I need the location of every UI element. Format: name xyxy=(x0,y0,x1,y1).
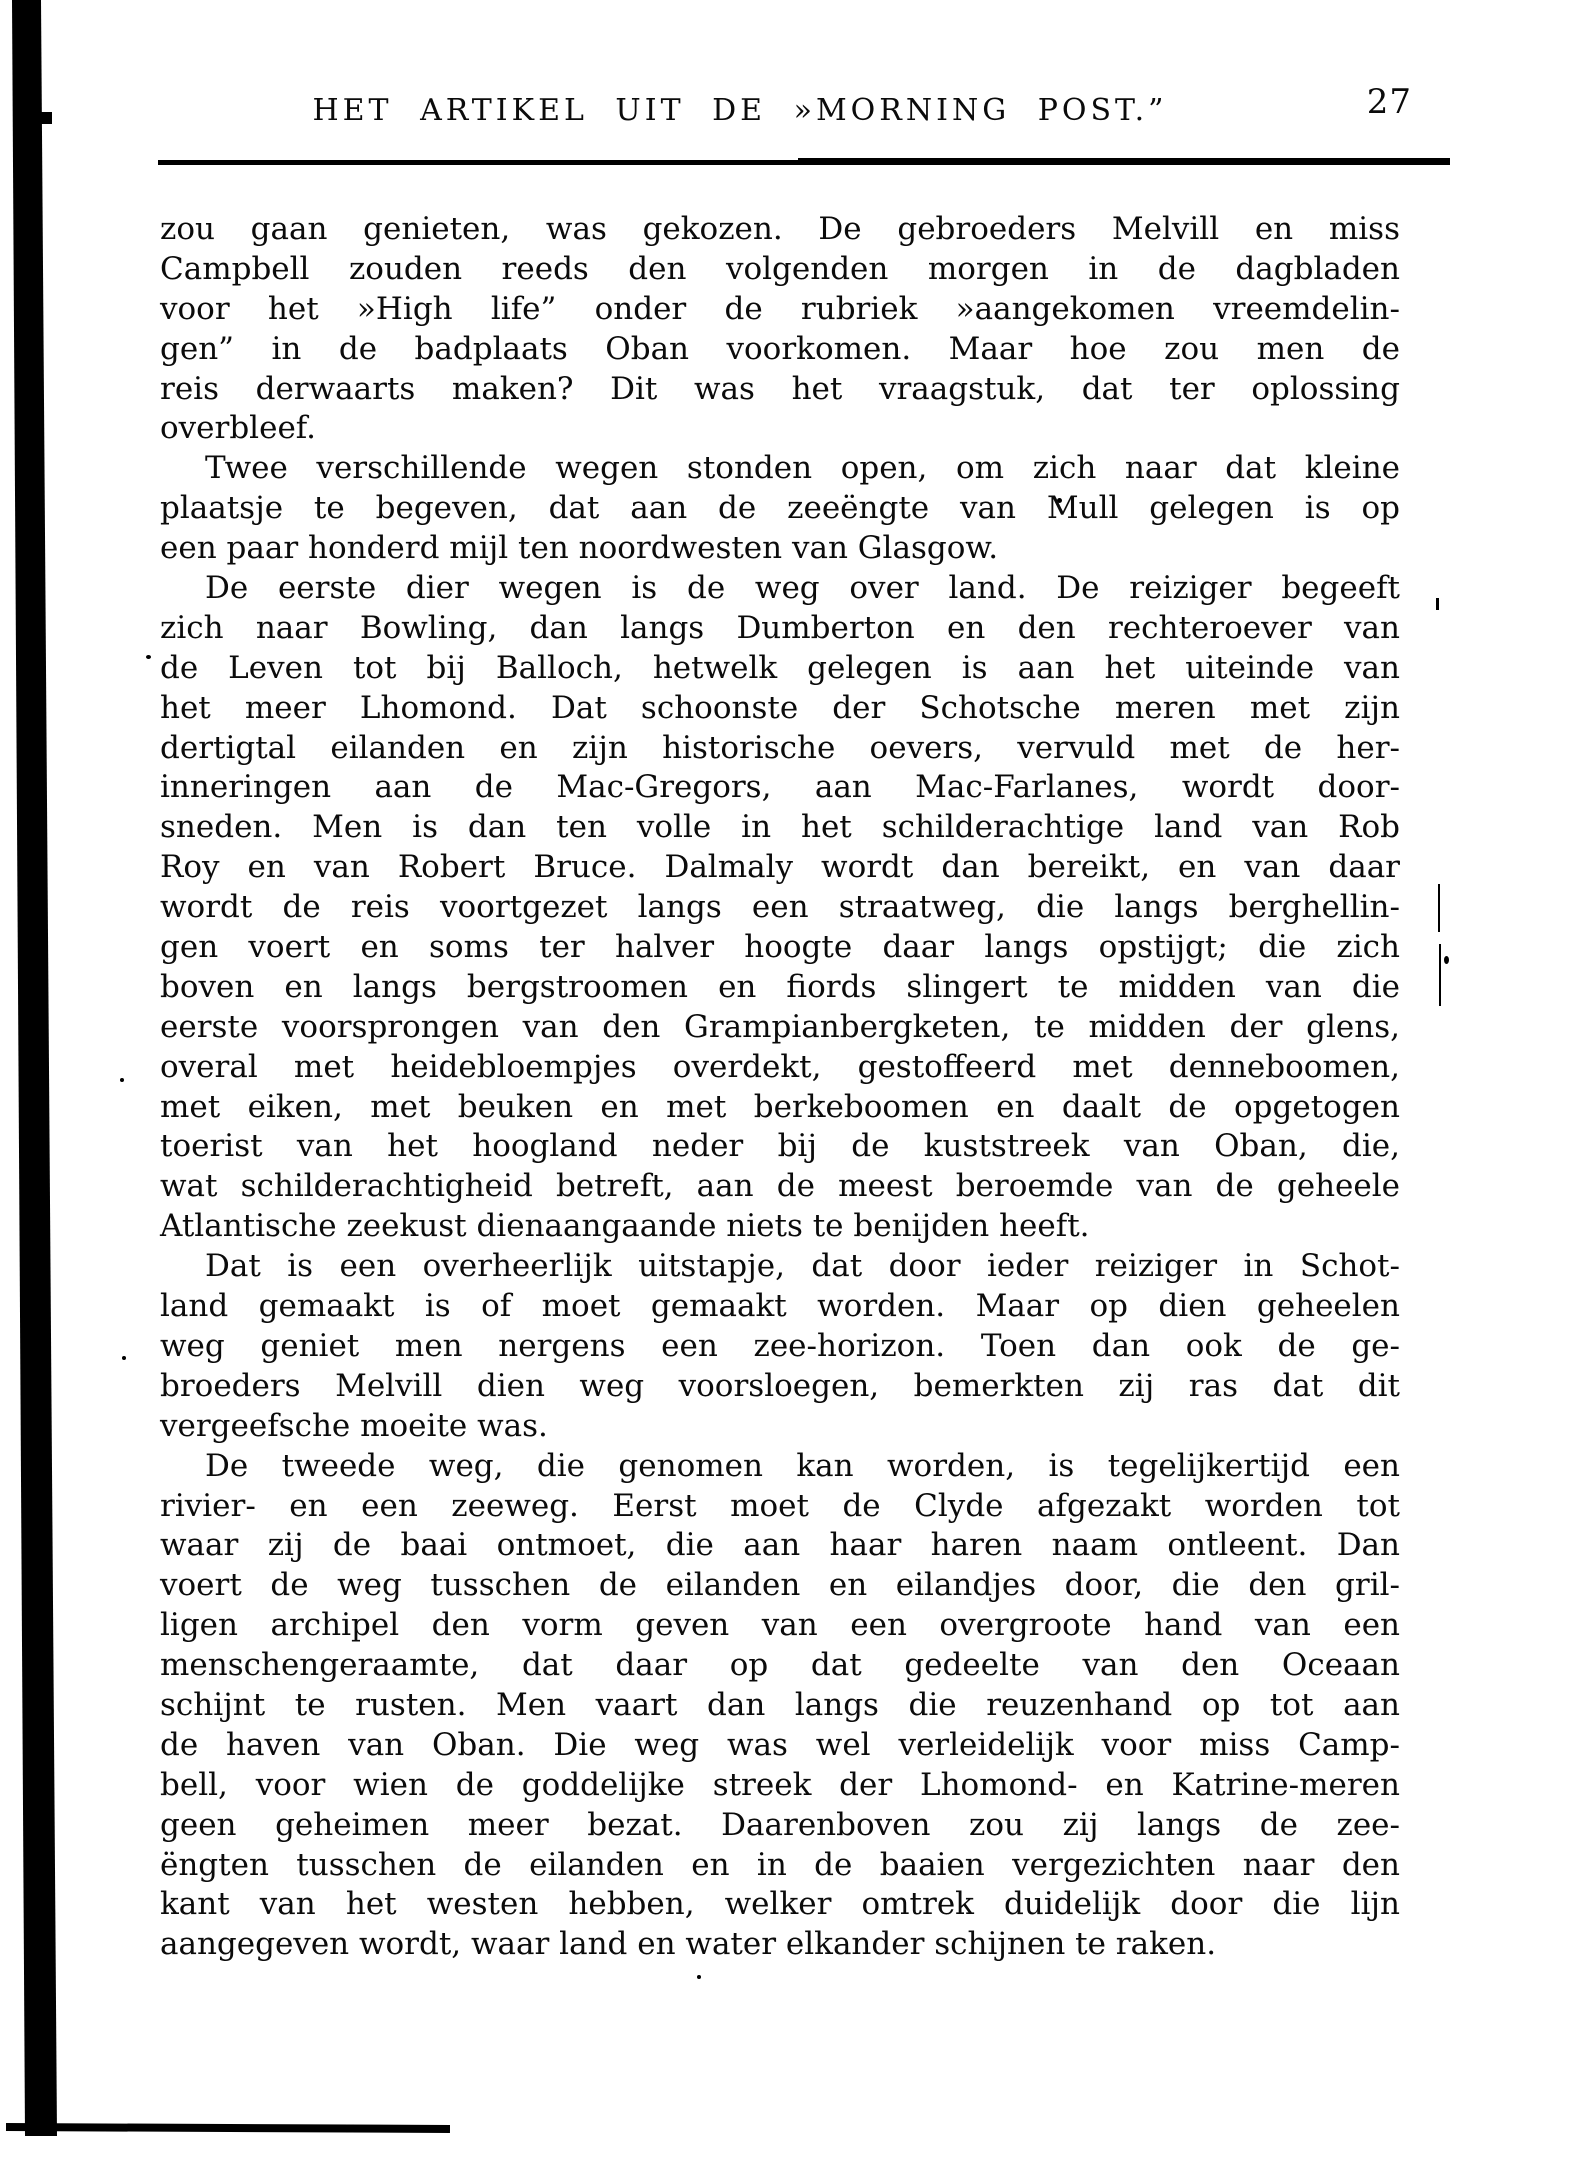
text-line: schijnt te rusten. Men vaart dan langs die reuzenhand op tot aan xyxy=(160,1686,1400,1723)
text-line: toerist van het hoogland neder bij de kuststreek van Oban, die, xyxy=(160,1128,1400,1165)
text-line: voert de weg tusschen de eilanden en eilandjes door, die den gril- xyxy=(160,1567,1400,1604)
page-number: 27 xyxy=(1366,82,1412,122)
scan-margin-line xyxy=(1439,944,1441,1006)
text-line: de haven van Oban. Die weg was wel verleidelijk voor miss Camp- xyxy=(160,1726,1400,1763)
text-line: ligen archipel den vorm geven van een overgroote hand van een xyxy=(160,1607,1400,1644)
scan-speck xyxy=(120,1078,124,1082)
text-line: boven en langs bergstroomen en fiords slingert te midden van die xyxy=(160,968,1400,1005)
text-line: aangegeven wordt, waar land en water elkander schijnen te raken. xyxy=(160,1926,1217,1963)
scan-speck xyxy=(697,1975,701,1979)
text-line: sneden. Men is dan ten volle in het schilderachtige land van Rob xyxy=(160,809,1400,846)
text-line: de Leven tot bij Balloch, hetwelk gelegen is aan het uiteinde van xyxy=(160,649,1400,686)
scan-margin-line xyxy=(1438,884,1440,932)
body-text xyxy=(160,210,1400,1965)
text-line: De tweede weg, die genomen kan worden, is tegelijkertijd een xyxy=(205,1447,1400,1484)
text-line: gen” in de badplaats Oban voorkomen. Maar hoe zou men de xyxy=(160,330,1400,367)
text-line: Roy en van Robert Bruce. Dalmaly wordt dan bereikt, en van daar xyxy=(160,849,1400,886)
text-line: met eiken, met beuken en met berkeboomen en daalt de opgetogen xyxy=(160,1088,1400,1125)
text-line: eerste voorsprongen van den Grampianbergketen, te midden der glens, xyxy=(160,1008,1400,1045)
text-line: overbleef. xyxy=(160,410,317,447)
scan-speck xyxy=(35,138,41,144)
text-line: menschengeraamte, dat daar op dat gedeelte van den Oceaan xyxy=(160,1647,1400,1684)
text-line: De eerste dier wegen is de weg over land. De reiziger begeeft xyxy=(205,570,1400,607)
text-line: ëngten tusschen de eilanden en in de baaien vergezichten naar den xyxy=(160,1846,1400,1883)
text-line: wordt de reis voortgezet langs een straatweg, die langs berghellin- xyxy=(160,889,1400,926)
text-line: bell, voor wien de goddelijke streek der Lhomond- en Katrine-meren xyxy=(160,1766,1400,1803)
scan-speck xyxy=(38,112,52,124)
text-line: broeders Melvill dien weg voorsloegen, bemerkten zij ras dat dit xyxy=(160,1367,1400,1404)
scan-speck xyxy=(146,655,151,659)
text-line: wat schilderachtigheid betreft, aan de meest beroemde van de geheele xyxy=(160,1168,1400,1205)
text-line: vergeefsche moeite was. xyxy=(160,1407,548,1444)
text-line: Campbell zouden reeds den volgenden morgen in de dagbladen xyxy=(160,250,1400,287)
text-line: overal met heidebloempjes overdekt, gestoffeerd met denneboomen, xyxy=(160,1048,1400,1085)
scan-speck xyxy=(1444,956,1449,964)
text-line: dertigtal eilanden en zijn historische oevers, vervuld met de her- xyxy=(160,729,1400,766)
text-line: Dat is een overheerlijk uitstapje, dat door ieder reiziger in Schot- xyxy=(205,1248,1400,1285)
text-line: reis derwaarts maken? Dit was het vraagstuk, dat ter oplossing xyxy=(160,370,1400,407)
running-header-title: HET ARTIKEL UIT DE »MORNING POST.” xyxy=(312,93,1168,128)
scan-gutter-shadow-foot xyxy=(6,2123,450,2133)
text-line: plaatsje te begeven, dat aan de zeeëngte van Mull gelegen is op xyxy=(160,490,1400,527)
text-line: zou gaan genieten, was gekozen. De gebroeders Melvill en miss xyxy=(160,211,1400,247)
text-line: gen voert en soms ter halver hoogte daar langs opstijgt; die zich xyxy=(160,929,1400,966)
scan-speck xyxy=(1436,598,1439,610)
text-line: weg geniet men nergens een zee-horizon. Toen dan ook de ge- xyxy=(160,1327,1400,1364)
text-line: rivier- en een zeeweg. Eerst moet de Clyde afgezakt worden tot xyxy=(160,1487,1400,1524)
text-line: land gemaakt is of moet gemaakt worden. Maar op dien geheelen xyxy=(160,1288,1400,1325)
text-line: Twee verschillende wegen stonden open, om zich naar dat kleine xyxy=(205,450,1400,487)
scan-gutter-shadow xyxy=(0,0,70,2136)
scan-speck xyxy=(122,1356,126,1360)
text-line: voor het »High life” onder de rubriek »aangekomen vreemdelin- xyxy=(160,290,1400,327)
text-line: geen geheimen meer bezat. Daarenboven zou zij langs de zee- xyxy=(160,1806,1400,1843)
text-line: zich naar Bowling, dan langs Dumberton en den rechteroever van xyxy=(160,609,1400,646)
text-line: kant van het westen hebben, welker omtrek duidelijk door die lijn xyxy=(160,1886,1400,1923)
text-line: het meer Lhomond. Dat schoonste der Schotsche meren met zijn xyxy=(160,689,1400,726)
text-line: inneringen aan de Mac-Gregors, aan Mac-Farlanes, wordt door- xyxy=(160,769,1400,806)
text-line: een paar honderd mijl ten noordwesten van Glasgow. xyxy=(160,530,999,567)
header-rule xyxy=(158,160,1450,165)
text-line: waar zij de baai ontmoet, die aan haar haren naam ontleent. Dan xyxy=(160,1527,1400,1564)
text-line: Atlantische zeekust dienaangaande niets te benijden heeft. xyxy=(160,1208,1090,1245)
